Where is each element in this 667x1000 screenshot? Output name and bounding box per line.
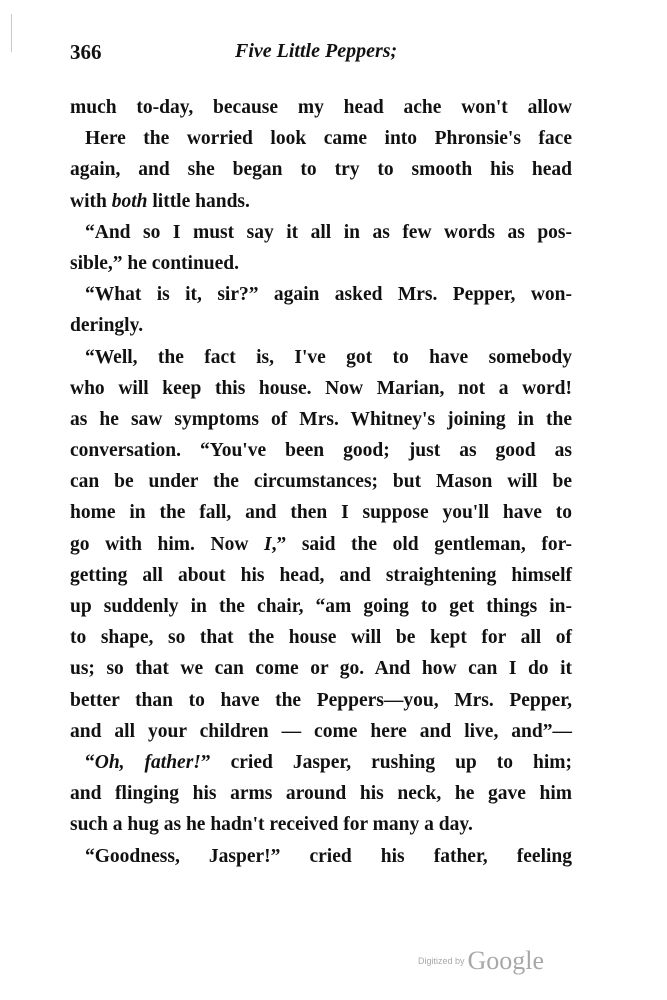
text-line xyxy=(70,217,572,248)
page-number: 366 xyxy=(70,40,102,64)
text-run: better than to have the Peppers—you, Mrs. Pepper, xyxy=(70,689,572,711)
scan-edge-line xyxy=(11,14,12,52)
text-run-italic: I xyxy=(264,533,272,555)
text-line xyxy=(70,529,572,560)
text-run: ” cried Jasper, rushing up to him; xyxy=(200,751,572,773)
text-run: who will keep this house. Now Marian, not a word! xyxy=(70,377,572,399)
text-run: deringly. xyxy=(70,315,144,337)
text-line xyxy=(70,123,572,154)
text-line xyxy=(70,373,572,404)
text-run: us; so that we can come or go. And how can I do it xyxy=(70,658,572,680)
text-run-italic: both xyxy=(111,190,148,212)
text-run: Here the worried look came into Phronsie's face xyxy=(85,128,572,150)
text-run: “And so I must say it all in as few words as pos- xyxy=(85,221,572,243)
text-line xyxy=(70,653,572,684)
text-line xyxy=(70,497,572,528)
text-line xyxy=(70,435,572,466)
text-run: getting all about his head, and straightening himself xyxy=(70,564,572,586)
text-line xyxy=(70,778,572,809)
text-run: and flinging his arms around his neck, he gave him xyxy=(70,783,572,805)
text-line xyxy=(70,747,572,778)
text-line xyxy=(70,685,572,716)
text-run: up suddenly in the chair, “am going to get things in- xyxy=(70,596,572,617)
text-run: such a hug as he hadn't received for many a day. xyxy=(70,814,473,836)
text-run: to shape, so that the house will be kept for all of xyxy=(70,627,572,649)
running-title: Five Little Peppers; xyxy=(235,40,398,62)
text-run: as he saw symptoms of Mrs. Whitney's joining in the xyxy=(70,408,572,430)
text-line xyxy=(70,809,572,840)
text-run: go with him. Now xyxy=(70,533,265,555)
text-run: much to-day, because my head ache won't allow xyxy=(70,97,572,118)
digitized-watermark xyxy=(418,946,544,976)
text-run: “Goodness, Jasper!” cried his father, feeling xyxy=(85,845,572,867)
text-run: again, and she began to try to smooth his head xyxy=(70,159,572,181)
text-line xyxy=(70,154,572,185)
text-line xyxy=(70,404,572,435)
text-run-italic: Oh, father! xyxy=(94,751,201,773)
text-run: sible,” he continued. xyxy=(70,252,240,274)
google-logo: Google xyxy=(467,946,545,975)
text-run: “What is it, sir?” again asked Mrs. Pepper, won- xyxy=(85,284,572,306)
text-line xyxy=(70,92,572,123)
body-text xyxy=(70,92,572,872)
text-run: home in the fall, and then I suppose you'll have to xyxy=(70,502,572,524)
text-line xyxy=(70,560,572,591)
text-line xyxy=(70,186,572,217)
text-line xyxy=(70,841,572,872)
text-line xyxy=(70,622,572,653)
text-line xyxy=(70,716,572,747)
text-line xyxy=(70,591,572,622)
running-head xyxy=(70,40,575,70)
text-line xyxy=(70,310,572,341)
text-run: conversation. “You've been good; just as good as xyxy=(70,440,572,462)
text-run: “Well, the fact is, I've got to have somebody xyxy=(85,346,572,368)
text-line xyxy=(70,279,572,310)
text-run: and all your children — come here and live, and”— xyxy=(70,720,572,742)
text-run: “ xyxy=(85,751,95,773)
text-run: can be under the circumstances; but Mason will be xyxy=(70,471,572,493)
watermark-caption: Digitized by xyxy=(418,956,465,966)
text-run: ,” said the old gentleman, for- xyxy=(271,533,573,555)
text-line xyxy=(70,342,572,373)
text-line xyxy=(70,248,572,279)
text-line xyxy=(70,466,572,497)
text-run: with xyxy=(70,190,112,212)
text-run: little hands. xyxy=(147,190,250,212)
